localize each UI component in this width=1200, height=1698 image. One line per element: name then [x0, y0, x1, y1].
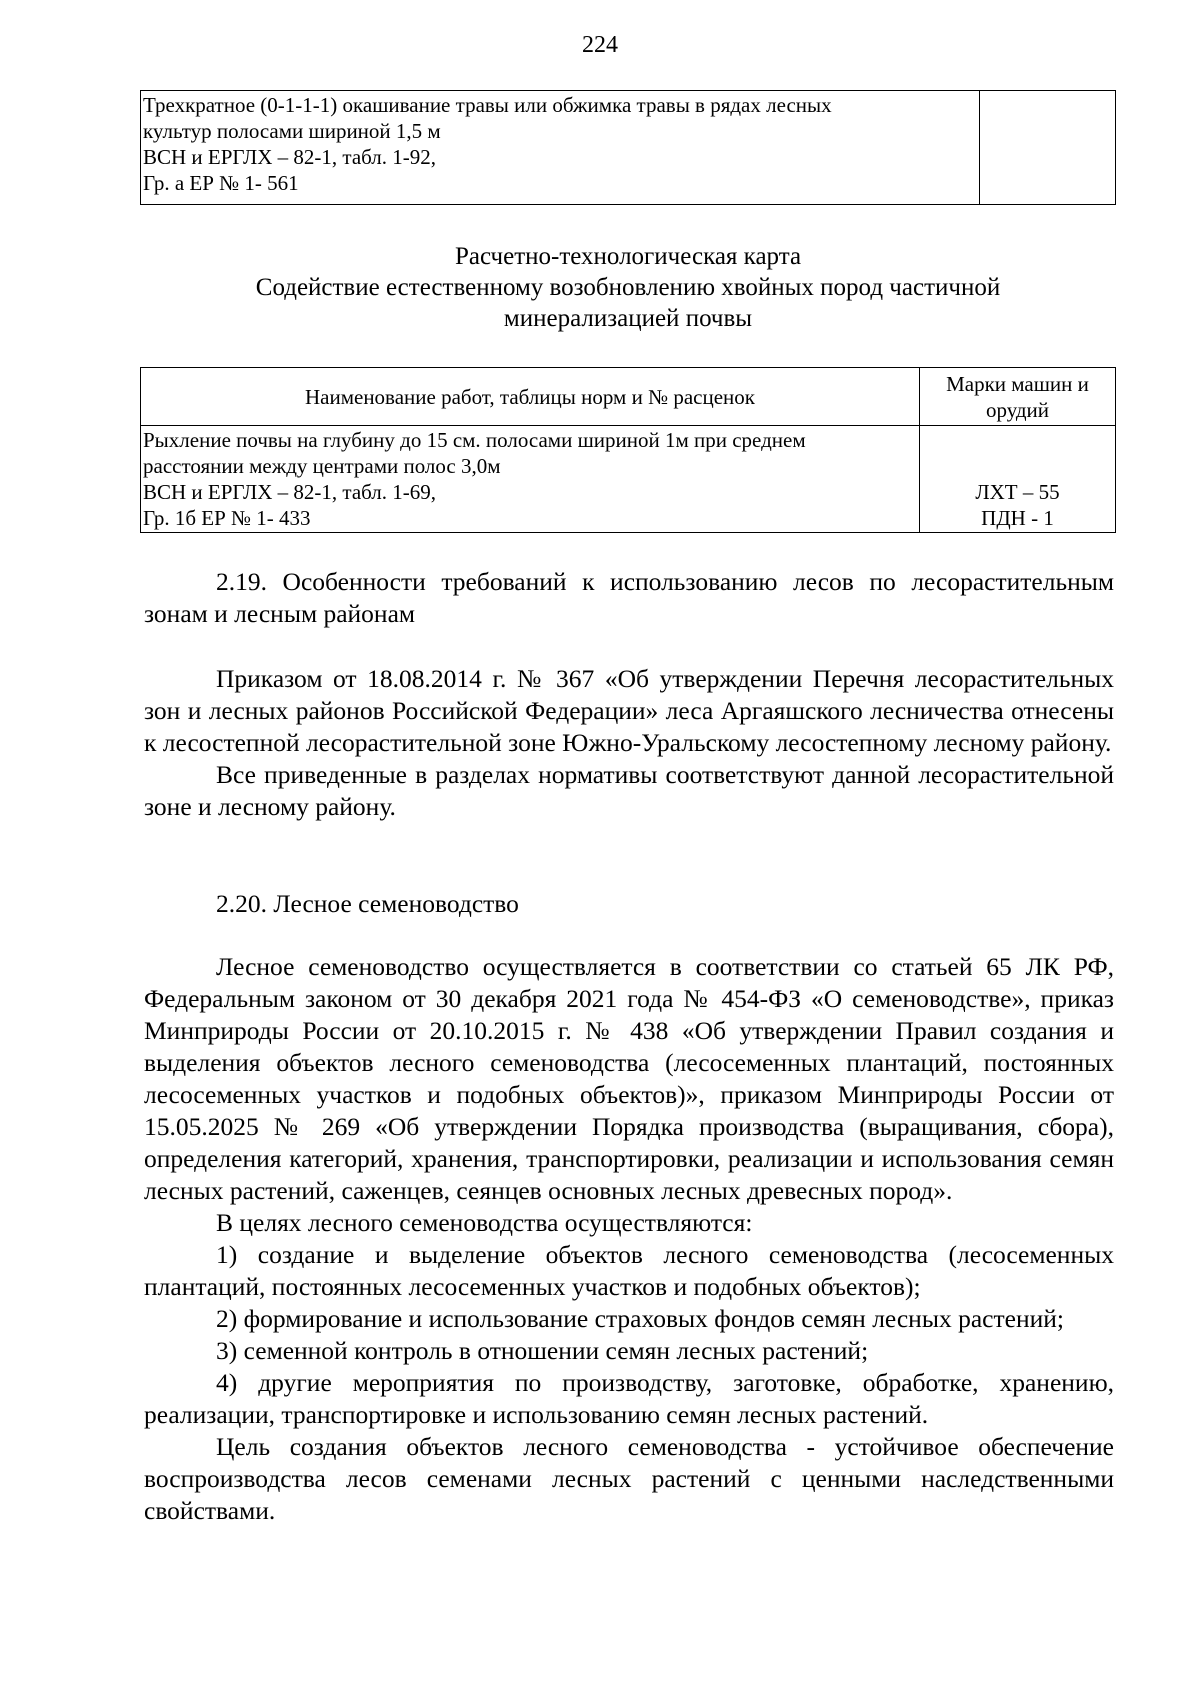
machine-name: ПДН - 1 [981, 506, 1054, 530]
machine-name: ЛХТ – 55 [975, 480, 1060, 504]
table-row [141, 91, 1116, 205]
work-line: ВСН и ЕРГЛХ – 82-1, табл. 1-69, [143, 480, 437, 504]
section-heading-text: 2.19. Особенности требований к использованию лесов по лесорастительным зонам и лесным районам [144, 567, 1114, 628]
section-2-20-body [144, 951, 1114, 1527]
list-item: 1) создание и выделение объектов лесного семеноводства (лесосеменных плантаций, постоянных лесосеменных участков и подобных объектов); [144, 1240, 1114, 1301]
header-machines: Марки машин и орудий [920, 368, 1116, 426]
section-heading-2-20 [144, 888, 1114, 920]
work-line: расстоянии между центрами полос 3,0м [143, 454, 501, 478]
work-line: Рыхление почвы на глубину до 15 см. полосами шириной 1м при среднем [143, 428, 806, 452]
list-item: 2) формирование и использование страховых фондов семян лесных растений; [216, 1304, 1064, 1333]
table-row [141, 426, 1116, 533]
paragraph: Лесное семеноводство осуществляется в соответствии со статьей 65 ЛК РФ, Федеральным законом от 30 декабря 2021 года № 454-ФЗ «О семеноводстве», приказ Минприроды России от 20.10.2015 г. № 438 «Об утверждении Правил создания и выделения объектов лесного семеноводства (лесосеменных плантаций, постоянных лесосеменных участков и подобных объектов)», приказом Минприроды России от 15.05.2025 № 269 «Об утверждении Порядка производства (выращивания, сбора), определения категорий, хранения, транспортировки, реализации и использования семян лесных растений, саженцев, сеянцев основных лесных древесных пород». [144, 952, 1114, 1205]
header-works: Наименование работ, таблицы норм и № расценок [141, 368, 920, 426]
list-item: 3) семенной контроль в отношении семян лесных растений; [216, 1336, 869, 1365]
paragraph: В целях лесного семеноводства осуществляются: [216, 1208, 753, 1237]
card-title-line: Содействие естественному возобновлению хвойных пород частичной [255, 274, 1001, 301]
technology-card-table [140, 367, 1116, 533]
card-title-line: Расчетно-технологическая карта [454, 243, 802, 270]
work-line: ВСН и ЕРГЛХ – 82-1, табл. 1-92, [143, 145, 437, 169]
work-description-cell [141, 426, 920, 533]
paragraph: Приказом от 18.08.2014 г. № 367 «Об утверждении Перечня лесорастительных зон и лесных районов Российской Федерации» леса Аргаяшского лесничества отнесены к лесостепной лесорастительной зоне Южно-Уральскому лесостепному лесному району. [144, 664, 1114, 757]
list-item: 4) другие мероприятия по производству, заготовке, обработке, хранению, реализации, транспортировке и использованию семян лесных растений. [144, 1368, 1114, 1429]
work-line: культур полосами шириной 1,5 м [143, 119, 441, 143]
section-heading-text: 2.20. Лесное семеноводство [216, 889, 519, 918]
paragraph: Все приведенные в разделах нормативы соответствуют данной лесорастительной зоне и лесному району. [144, 760, 1114, 821]
card-title [140, 241, 1116, 334]
card-title-line: минерализацией почвы [503, 305, 753, 332]
work-line: Трехкратное (0-1-1-1) окашивание травы или обжимка травы в рядах лесных [143, 93, 832, 117]
section-heading-2-19 [144, 566, 1114, 630]
work-line: Гр. 1б ЕР № 1- 433 [143, 506, 311, 530]
work-line: Гр. а ЕР № 1- 561 [143, 171, 299, 195]
table-header-row [141, 368, 1116, 426]
paragraph: Цель создания объектов лесного семеноводства - устойчивое обеспечение воспроизводства лесов семенами лесных растений с ценными наследственными свойствами. [144, 1432, 1114, 1525]
machines-cell [920, 426, 1116, 533]
section-2-19-body [144, 663, 1114, 823]
page-number: 224 [582, 32, 618, 58]
work-table-continued [140, 90, 1116, 205]
machines-cell [980, 91, 1116, 205]
work-description-cell [141, 91, 980, 205]
